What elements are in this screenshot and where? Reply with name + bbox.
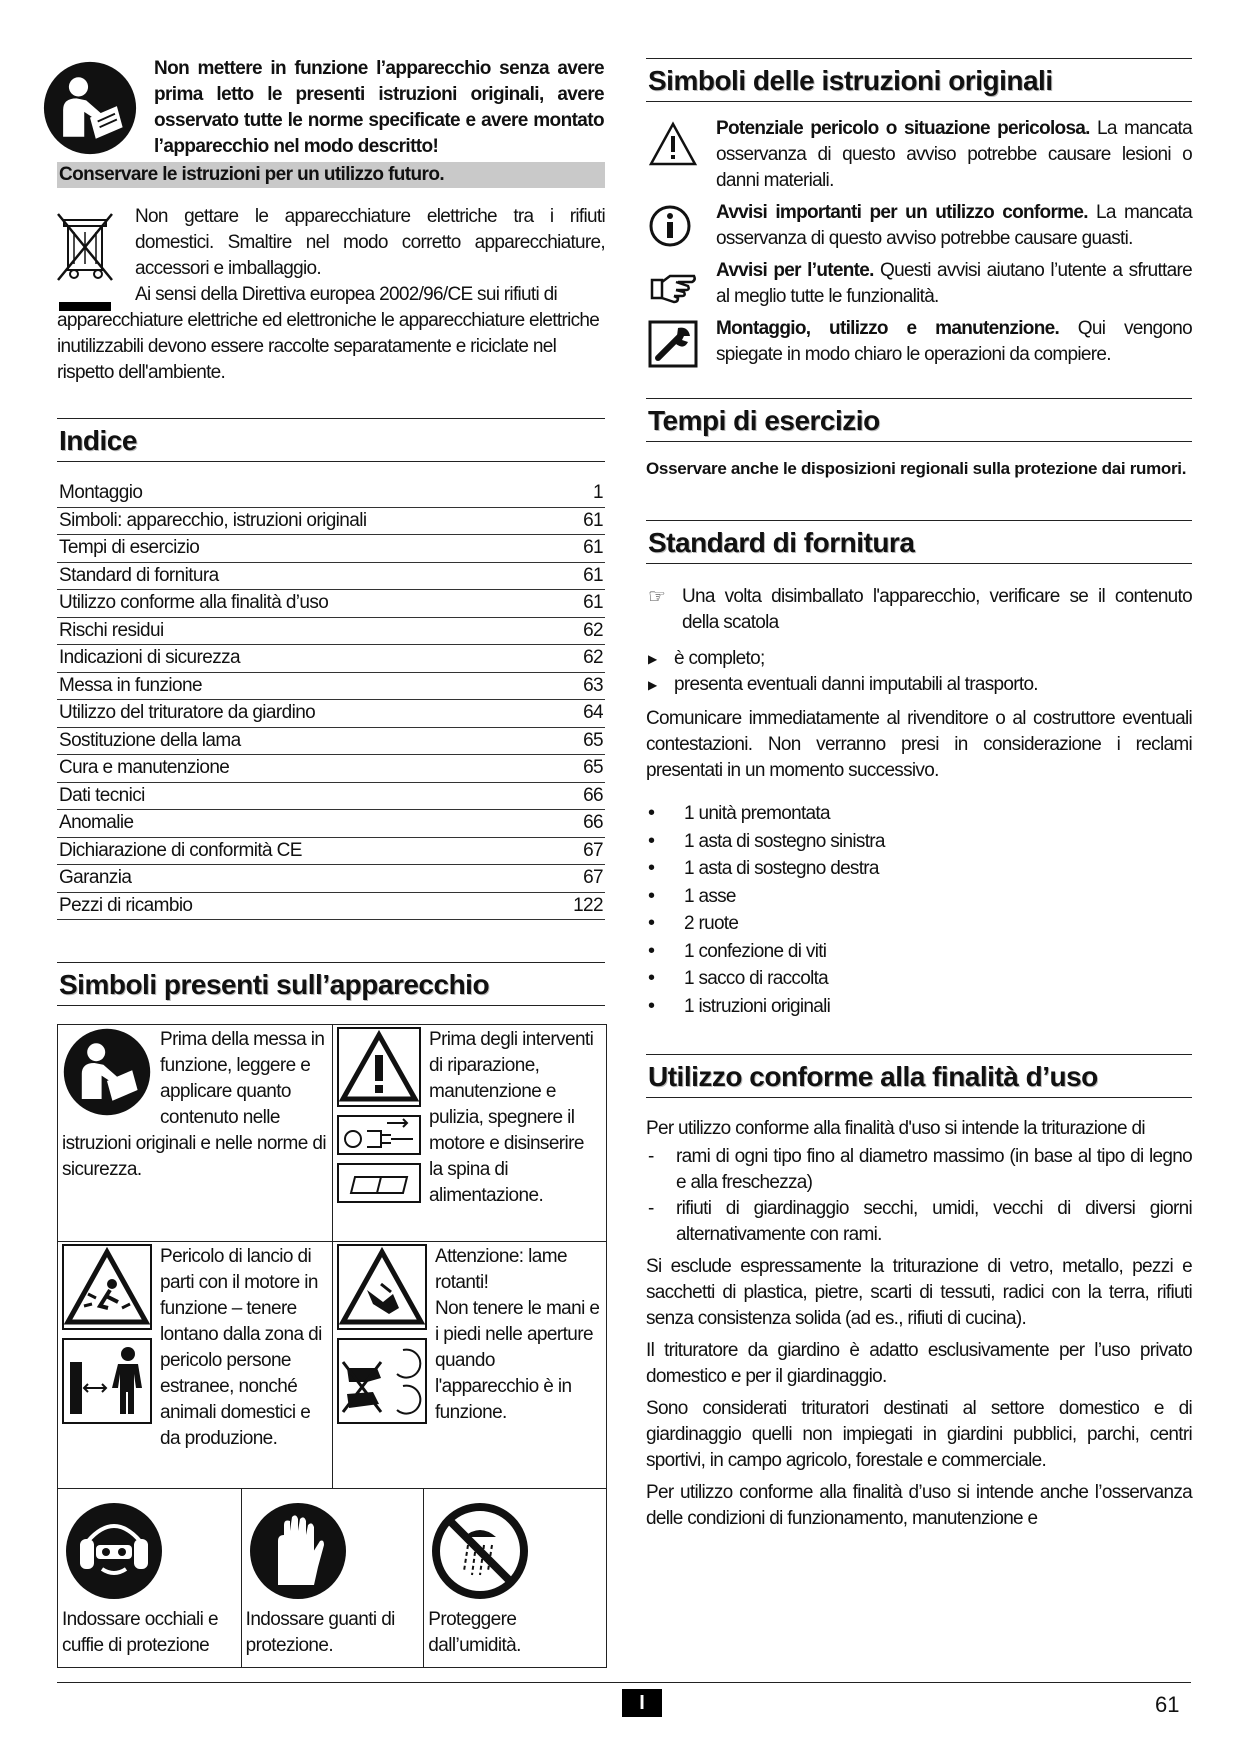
orig-symbol-info-bold: Avvisi importanti per un utilizzo conforme.: [716, 202, 1088, 223]
intended-use-p5: Per utilizzo conforme alla finalità d’uso si intende anche l’osservanza delle condizioni di funzionamento, manutenzione e: [646, 1482, 1192, 1529]
orig-symbol-user-bold: Avvisi per l’utente.: [716, 260, 874, 281]
rotating-blades-icon: [337, 1244, 427, 1330]
symbols-table: [57, 1024, 607, 1668]
symbol-cell-moisture: [423, 1489, 606, 1667]
toc-page: 61: [583, 509, 603, 531]
intended-use-p2: Si esclude espressamente la triturazione di vetro, metallo, pezzi e sacchetti di plastica, pietre, scarti di tessuti, radici con la terra, rifiuti senza consistenza solida (ad es., rifiuti di cucina).: [646, 1256, 1192, 1329]
read-manual-icon: [62, 1027, 152, 1117]
supply-intro-block: [646, 584, 1192, 636]
toc-row: [57, 865, 605, 893]
supply-list-item: • 1 unità premontata: [646, 800, 1192, 828]
left-column: [57, 56, 605, 1668]
orig-symbol-info-text: La mancata osservanza di questo avviso potrebbe causare guasti.: [716, 202, 1192, 249]
toc-label: Dichiarazione di conformità CE: [59, 839, 302, 861]
danger-triangle-icon: [648, 120, 698, 168]
toc-label: Cura e manutenzione: [59, 757, 230, 778]
toc-label: Utilizzo conforme alla finalità d’uso: [59, 592, 329, 613]
intended-use-title: Utilizzo conforme alla finalità d’uso: [646, 1054, 1192, 1098]
device-symbols-title: Simboli presenti sull’apparecchio: [57, 962, 605, 1006]
thrown-objects-icon: [62, 1244, 152, 1330]
toc-row: [57, 893, 605, 921]
toc-row: [57, 508, 605, 536]
right-column: [646, 58, 1192, 1532]
orig-symbols-title: Simboli delle istruzioni originali: [646, 58, 1192, 102]
toc-label: Indicazioni di sicurezza: [59, 647, 240, 668]
toc-row: [57, 563, 605, 591]
top-warning: [57, 56, 605, 164]
warning-text: Non mettere in funzione l’apparecchio senza avere prima letto le presenti istruzioni originali, avere osservato tutte le norme specificate e avere montato l’apparecchio nel modo descritto!: [154, 58, 604, 157]
orig-symbol-assembly-bold: Montaggio, utilizzo e manutenzione.: [716, 318, 1060, 339]
orig-symbols-list: [646, 116, 1192, 368]
toc-page: 63: [583, 674, 603, 696]
symbol-text-gloves: Indossare guanti di protezione.: [245, 1609, 395, 1656]
toc-label: Garanzia: [59, 867, 132, 888]
operating-times-title: Tempi di esercizio: [646, 398, 1192, 442]
info-icon: [648, 204, 698, 252]
toc-row: [57, 810, 605, 838]
supply-items: [646, 800, 1192, 1020]
symbol-cell-gloves: [241, 1489, 424, 1667]
symbols-row-1: [58, 1025, 606, 1242]
crossed-bin-icon: [54, 212, 116, 282]
supply-note: Comunicare immediatamente al rivenditore o al costruttore eventuali contestazioni. Non verranno presi in considerazione i reclami presentati in un momento successivo.: [646, 708, 1192, 781]
symbol-text-goggles: Indossare occhiali e cuffie di protezione: [62, 1609, 218, 1656]
supply-list-item: • 1 asta di sostegno sinistra: [646, 828, 1192, 856]
supply-list-item: • 1 istruzioni originali: [646, 993, 1192, 1021]
index-title: Indice: [57, 418, 605, 462]
symbol-text-moisture: Proteggere dall’umidità.: [428, 1609, 521, 1656]
symbol-cell-blades: [332, 1242, 606, 1488]
toc-page: 122: [573, 894, 603, 916]
weee-text-2b: apparecchiature elettriche ed elettroniche le apparecchiature elettriche inutilizzabili devono essere raccolte separatamente e riciclate nel rispetto dell'ambiente.: [57, 310, 600, 383]
toc-page: 61: [583, 564, 603, 586]
weee-text-2: [57, 282, 605, 386]
operating-times-text: Osservare anche le disposizioni regionali sulla protezione dai rumori.: [646, 459, 1187, 478]
intended-use-dash-2: - rifiuti di giardinaggio secchi, umidi, vecchi di diversi giorni alternativamente con rami.: [646, 1196, 1192, 1248]
supply-section: [646, 520, 1192, 1020]
operating-times-section: [646, 398, 1192, 482]
toc-label: Tempi di esercizio: [59, 537, 200, 558]
manual-book-icon: [337, 1163, 421, 1203]
symbol-text-blades-a: Attenzione: lame rotanti!: [435, 1246, 567, 1293]
symbol-cell-read: [58, 1025, 332, 1241]
toc-label: Sostituzione della lama: [59, 729, 241, 751]
orig-symbol-user: [646, 258, 1192, 310]
footer-divider: [57, 1682, 1191, 1683]
toc-label: Pezzi di ricambio: [59, 894, 193, 916]
toc-row: [57, 755, 605, 783]
toc-page: 62: [583, 647, 603, 668]
symbol-text-unplug: Prima degli interventi di riparazione, manutenzione e pulizia, spegnere il motore e disinserire la spina di alimentazione.: [429, 1029, 594, 1206]
intended-use-dash-1: - rami di ogni tipo fino al diametro massimo (in base al tipo di legno e alla freschezza): [646, 1144, 1192, 1196]
toc-page: 61: [583, 537, 603, 558]
orig-symbol-info: [646, 200, 1192, 252]
supply-list-item: • 1 asse: [646, 883, 1192, 911]
symbol-text-blades-b: Non tenere le mani e i piedi nelle aperture quando l'apparecchio è in funzione.: [435, 1298, 600, 1423]
symbol-text-read: Prima della messa in funzione, leggere e applicare quanto contenuto nelle istruzioni originali e nelle norme di sicurezza.: [62, 1029, 326, 1180]
plug-icon: [337, 1115, 421, 1155]
orig-symbol-assembly: [646, 316, 1192, 368]
toc-page: 65: [583, 729, 603, 751]
toc-page: 62: [583, 619, 603, 641]
wrench-icon: [648, 320, 698, 368]
toc-label: Utilizzo del trituratore da giardino: [59, 702, 316, 723]
supply-checks: [646, 646, 1192, 698]
pointing-hand-icon: [648, 262, 698, 310]
toc-row: [57, 590, 605, 618]
symbol-cell-thrown-parts: [58, 1242, 332, 1488]
symbols-row-2: [58, 1242, 606, 1489]
toc-row: [57, 618, 605, 646]
device-symbols-section: [57, 962, 605, 1668]
toc-row: [57, 480, 605, 508]
toc-page: 1: [593, 482, 603, 503]
symbols-row-3: [58, 1489, 606, 1667]
hand-pointer-icon: ☞: [648, 586, 666, 608]
weee-text-1: Non gettare le apparecchiature elettriche tra i rifiuti domestici. Smaltire nel modo corretto apparecchiature, accessori e imballaggio.: [135, 206, 605, 279]
toc-label: Standard di fornitura: [59, 564, 219, 586]
unplug-icon-group: [337, 1027, 421, 1211]
thrown-parts-icon-group: [62, 1244, 152, 1432]
weee-notice: [57, 204, 605, 394]
symbol-text-thrown-parts: Pericolo di lancio di parti con il motore in funzione – tenere lontano dalla zona di pericolo persone estranee, nonché animali domestici e da produzione.: [160, 1246, 322, 1449]
gloves-icon: [248, 1501, 348, 1601]
warning-triangle-icon: [337, 1027, 421, 1107]
supply-list-item: • 1 confezione di viti: [646, 938, 1192, 966]
supply-title: Standard di fornitura: [646, 520, 1192, 564]
toc-row: [57, 783, 605, 811]
intended-use-p1: Per utilizzo conforme alla finalità d'uso si intende la triturazione di: [646, 1118, 1145, 1139]
toc-row: [57, 728, 605, 756]
intended-use-p4: Sono considerati trituratori destinati al settore domestico e di giardinaggio quelli non impiegati in giardini pubblici, parchi, centri sportivi, in campo agricolo, forestale e commerciale.: [646, 1398, 1192, 1471]
intended-use-body: [646, 1116, 1192, 1532]
toc-row: [57, 535, 605, 563]
intended-use-section: [646, 1054, 1192, 1532]
table-of-contents: [57, 480, 605, 920]
symbol-cell-goggles: [58, 1489, 241, 1667]
toc-page: 67: [583, 867, 603, 888]
no-rain-icon: [430, 1501, 530, 1601]
orig-symbol-danger-bold: Potenziale pericolo o situazione pericolosa.: [716, 118, 1090, 139]
toc-row: [57, 673, 605, 701]
blades-icon-group: [337, 1244, 427, 1432]
index-section: [57, 418, 605, 920]
toc-label: Simboli: apparecchio, istruzioni originali: [59, 509, 367, 531]
toc-row: [57, 838, 605, 866]
toc-label: Montaggio: [59, 482, 143, 503]
toc-page: 67: [583, 839, 603, 861]
toc-label: Messa in funzione: [59, 674, 202, 696]
supply-check-item: ▶ presenta eventuali danni imputabili al trasporto.: [646, 672, 1192, 698]
supply-list-item: • 2 ruote: [646, 910, 1192, 938]
supply-list-item: • 1 sacco di raccolta: [646, 965, 1192, 993]
language-tab: I: [622, 1689, 662, 1717]
toc-label: Anomalie: [59, 812, 134, 833]
orig-symbol-danger-text: La mancata osservanza di questo avviso potrebbe causare lesioni o danni materiali.: [716, 118, 1193, 191]
supply-check-item: ▶ è completo;: [646, 646, 1192, 672]
supply-list-item: • 1 asta di sostegno destra: [646, 855, 1192, 883]
goggles-earmuffs-icon: [64, 1501, 164, 1601]
toc-page: 64: [583, 702, 603, 723]
toc-page: 66: [583, 784, 603, 806]
toc-row: [57, 645, 605, 673]
read-manual-icon: [42, 60, 138, 156]
toc-page: 65: [583, 757, 603, 778]
weee-text-2a: Ai sensi della Direttiva europea 2002/96/CE sui rifiuti di: [135, 284, 557, 305]
orig-symbol-danger: [646, 116, 1192, 194]
toc-label: Dati tecnici: [59, 784, 145, 806]
toc-page: 66: [583, 812, 603, 833]
intended-use-p3: Il trituratore da giardino è adatto esclusivamente per l’uso privato domestico e per il giardinaggio.: [646, 1340, 1192, 1387]
toc-row: [57, 700, 605, 728]
toc-page: 61: [583, 592, 603, 613]
page-number: 61: [1155, 1692, 1180, 1717]
keep-distance-icon: [62, 1338, 152, 1424]
orig-symbol-user-text: Questi avvisi aiutano l’utente a sfruttare al meglio tutte le funzionalità.: [716, 260, 1192, 307]
hands-feet-rotation-icon: [337, 1338, 427, 1424]
supply-intro: Una volta disimballato l'apparecchio, verificare se il contenuto della scatola: [682, 586, 1192, 633]
orig-symbol-assembly-text: Qui vengono spiegate in modo chiaro le operazioni da compiere.: [716, 318, 1192, 365]
toc-label: Rischi residui: [59, 619, 164, 641]
keep-instructions-bar: Conservare le istruzioni per un utilizzo futuro.: [57, 162, 605, 188]
symbol-cell-unplug: [332, 1025, 606, 1241]
